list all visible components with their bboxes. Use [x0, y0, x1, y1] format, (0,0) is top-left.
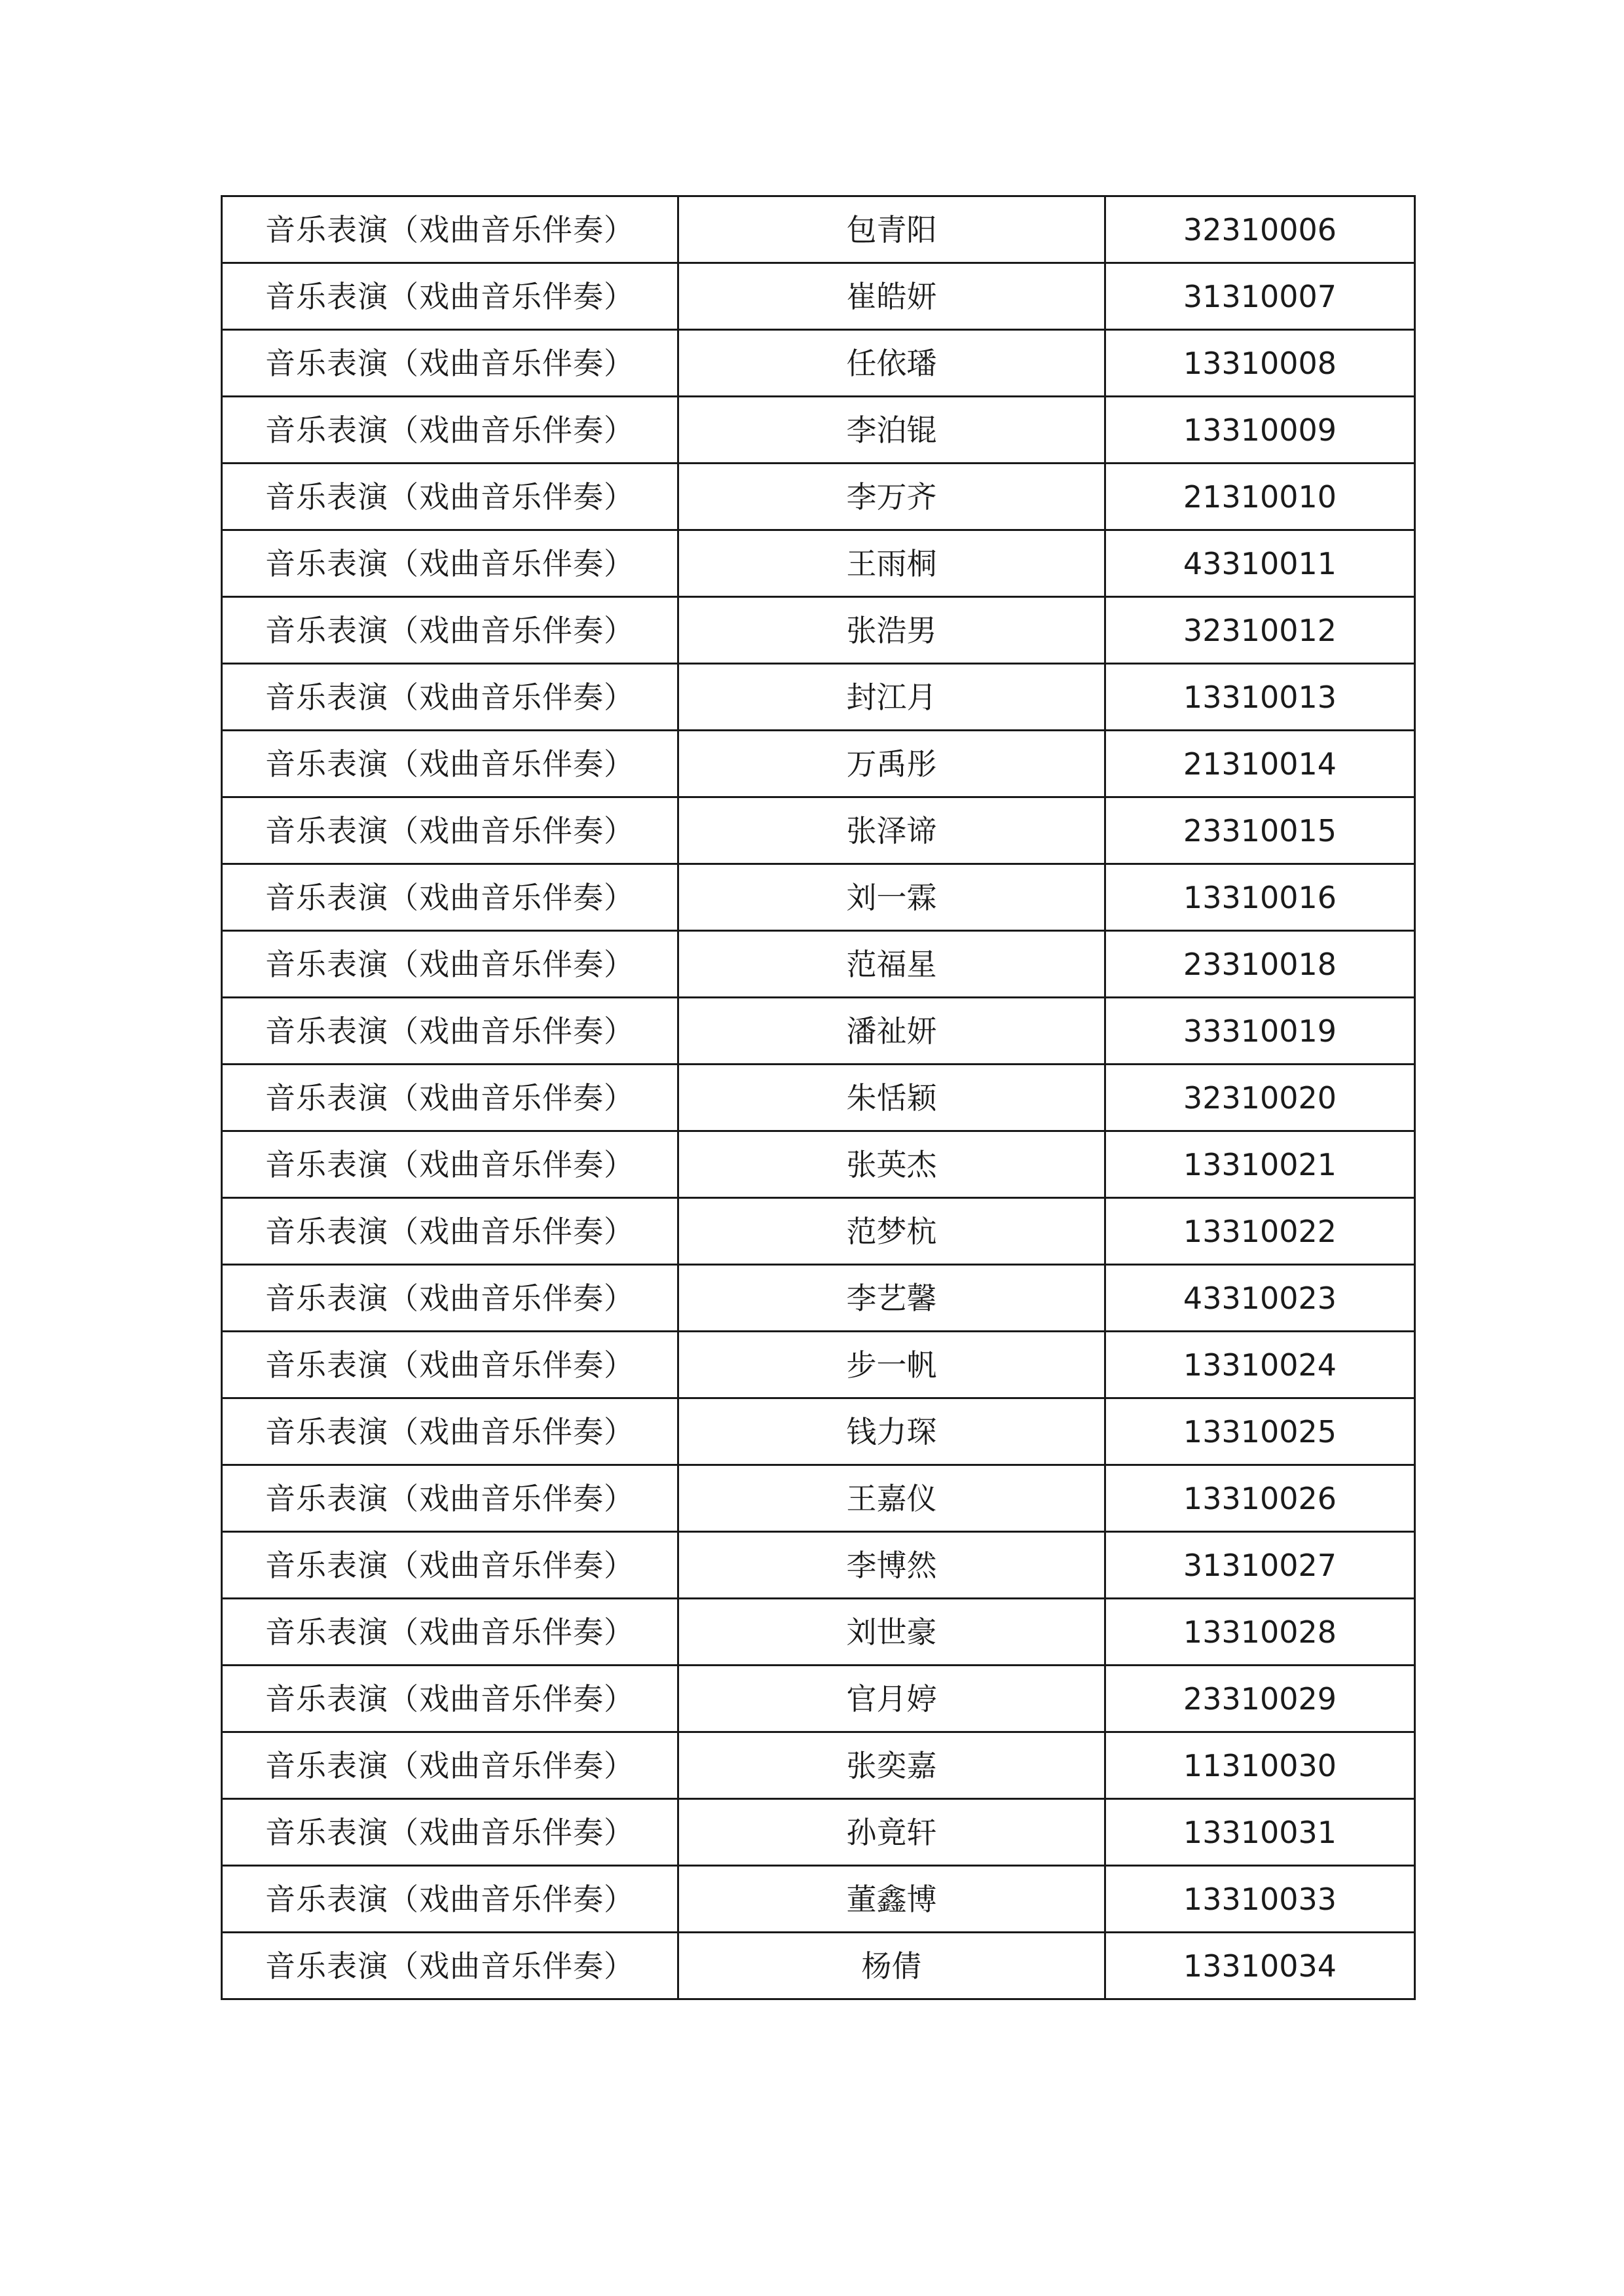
- table-row: [222, 1599, 1415, 1666]
- name-cell: 步一帆: [678, 1332, 1105, 1398]
- table-row: [222, 597, 1415, 664]
- major-cell: 音乐表演（戏曲音乐伴奏）: [222, 597, 678, 664]
- name-cell: 范梦杭: [678, 1198, 1105, 1265]
- table-row: [222, 1933, 1415, 1999]
- id-cell: 13310009: [1105, 397, 1415, 464]
- name-cell: 孙竟轩: [678, 1799, 1105, 1866]
- id-cell: 13310025: [1105, 1398, 1415, 1465]
- table-row: [222, 464, 1415, 530]
- table-row: [222, 998, 1415, 1065]
- name-cell: 朱恬颖: [678, 1065, 1105, 1131]
- id-cell: 43310023: [1105, 1265, 1415, 1332]
- table-row: [222, 1666, 1415, 1732]
- name-cell: 李博然: [678, 1532, 1105, 1599]
- table-row: [222, 1198, 1415, 1265]
- id-cell: 23310015: [1105, 797, 1415, 864]
- table-row: [222, 931, 1415, 998]
- major-cell: 音乐表演（戏曲音乐伴奏）: [222, 1799, 678, 1866]
- name-cell: 张英杰: [678, 1131, 1105, 1198]
- table-row: [222, 1131, 1415, 1198]
- name-cell: 张奕嘉: [678, 1732, 1105, 1799]
- name-cell: 王嘉仪: [678, 1465, 1105, 1532]
- id-cell: 23310029: [1105, 1666, 1415, 1732]
- table-row: [222, 1398, 1415, 1465]
- id-cell: 23310018: [1105, 931, 1415, 998]
- major-cell: 音乐表演（戏曲音乐伴奏）: [222, 530, 678, 597]
- major-cell: 音乐表演（戏曲音乐伴奏）: [222, 464, 678, 530]
- major-cell: 音乐表演（戏曲音乐伴奏）: [222, 664, 678, 731]
- major-cell: 音乐表演（戏曲音乐伴奏）: [222, 1332, 678, 1398]
- id-cell: 32310006: [1105, 196, 1415, 263]
- table-row: [222, 1799, 1415, 1866]
- major-cell: 音乐表演（戏曲音乐伴奏）: [222, 1599, 678, 1666]
- major-cell: 音乐表演（戏曲音乐伴奏）: [222, 1465, 678, 1532]
- table-row: [222, 530, 1415, 597]
- name-cell: 官月婷: [678, 1666, 1105, 1732]
- table-row: [222, 397, 1415, 464]
- id-cell: 32310020: [1105, 1065, 1415, 1131]
- id-cell: 31310027: [1105, 1532, 1415, 1599]
- table-row: [222, 1465, 1415, 1532]
- table-row: [222, 664, 1415, 731]
- roster-table-body: [222, 196, 1415, 1999]
- table-row: [222, 263, 1415, 330]
- id-cell: 21310014: [1105, 731, 1415, 797]
- id-cell: 13310016: [1105, 864, 1415, 931]
- name-cell: 崔皓妍: [678, 263, 1105, 330]
- name-cell: 张泽谛: [678, 797, 1105, 864]
- table-row: [222, 1732, 1415, 1799]
- name-cell: 任依璠: [678, 330, 1105, 397]
- name-cell: 潘祉妍: [678, 998, 1105, 1065]
- major-cell: 音乐表演（戏曲音乐伴奏）: [222, 731, 678, 797]
- table-row: [222, 1532, 1415, 1599]
- table-row: [222, 1866, 1415, 1933]
- name-cell: 范福星: [678, 931, 1105, 998]
- id-cell: 13310026: [1105, 1465, 1415, 1532]
- major-cell: 音乐表演（戏曲音乐伴奏）: [222, 1265, 678, 1332]
- id-cell: 13310021: [1105, 1131, 1415, 1198]
- name-cell: 杨倩: [678, 1933, 1105, 1999]
- table-row: [222, 797, 1415, 864]
- major-cell: 音乐表演（戏曲音乐伴奏）: [222, 196, 678, 263]
- name-cell: 李泊锟: [678, 397, 1105, 464]
- id-cell: 11310030: [1105, 1732, 1415, 1799]
- major-cell: 音乐表演（戏曲音乐伴奏）: [222, 1065, 678, 1131]
- table-row: [222, 864, 1415, 931]
- major-cell: 音乐表演（戏曲音乐伴奏）: [222, 931, 678, 998]
- major-cell: 音乐表演（戏曲音乐伴奏）: [222, 397, 678, 464]
- name-cell: 刘一霖: [678, 864, 1105, 931]
- major-cell: 音乐表演（戏曲音乐伴奏）: [222, 1131, 678, 1198]
- major-cell: 音乐表演（戏曲音乐伴奏）: [222, 998, 678, 1065]
- name-cell: 包青阳: [678, 196, 1105, 263]
- id-cell: 43310011: [1105, 530, 1415, 597]
- name-cell: 张浩男: [678, 597, 1105, 664]
- table-row: [222, 330, 1415, 397]
- major-cell: 音乐表演（戏曲音乐伴奏）: [222, 1933, 678, 1999]
- id-cell: 33310019: [1105, 998, 1415, 1065]
- major-cell: 音乐表演（戏曲音乐伴奏）: [222, 797, 678, 864]
- major-cell: 音乐表演（戏曲音乐伴奏）: [222, 1732, 678, 1799]
- name-cell: 封江月: [678, 664, 1105, 731]
- id-cell: 31310007: [1105, 263, 1415, 330]
- id-cell: 13310022: [1105, 1198, 1415, 1265]
- roster-table: [221, 195, 1416, 2000]
- name-cell: 李万齐: [678, 464, 1105, 530]
- major-cell: 音乐表演（戏曲音乐伴奏）: [222, 330, 678, 397]
- id-cell: 13310028: [1105, 1599, 1415, 1666]
- table-row: [222, 196, 1415, 263]
- name-cell: 王雨桐: [678, 530, 1105, 597]
- major-cell: 音乐表演（戏曲音乐伴奏）: [222, 1666, 678, 1732]
- id-cell: 13310033: [1105, 1866, 1415, 1933]
- id-cell: 13310034: [1105, 1933, 1415, 1999]
- table-row: [222, 1065, 1415, 1131]
- id-cell: 13310024: [1105, 1332, 1415, 1398]
- id-cell: 13310008: [1105, 330, 1415, 397]
- id-cell: 13310031: [1105, 1799, 1415, 1866]
- name-cell: 李艺馨: [678, 1265, 1105, 1332]
- major-cell: 音乐表演（戏曲音乐伴奏）: [222, 1198, 678, 1265]
- major-cell: 音乐表演（戏曲音乐伴奏）: [222, 864, 678, 931]
- name-cell: 刘世豪: [678, 1599, 1105, 1666]
- table-row: [222, 1265, 1415, 1332]
- id-cell: 32310012: [1105, 597, 1415, 664]
- table-row: [222, 731, 1415, 797]
- major-cell: 音乐表演（戏曲音乐伴奏）: [222, 1398, 678, 1465]
- name-cell: 董鑫博: [678, 1866, 1105, 1933]
- table-row: [222, 1332, 1415, 1398]
- major-cell: 音乐表演（戏曲音乐伴奏）: [222, 1532, 678, 1599]
- name-cell: 钱力琛: [678, 1398, 1105, 1465]
- major-cell: 音乐表演（戏曲音乐伴奏）: [222, 1866, 678, 1933]
- major-cell: 音乐表演（戏曲音乐伴奏）: [222, 263, 678, 330]
- name-cell: 万禹彤: [678, 731, 1105, 797]
- id-cell: 21310010: [1105, 464, 1415, 530]
- id-cell: 13310013: [1105, 664, 1415, 731]
